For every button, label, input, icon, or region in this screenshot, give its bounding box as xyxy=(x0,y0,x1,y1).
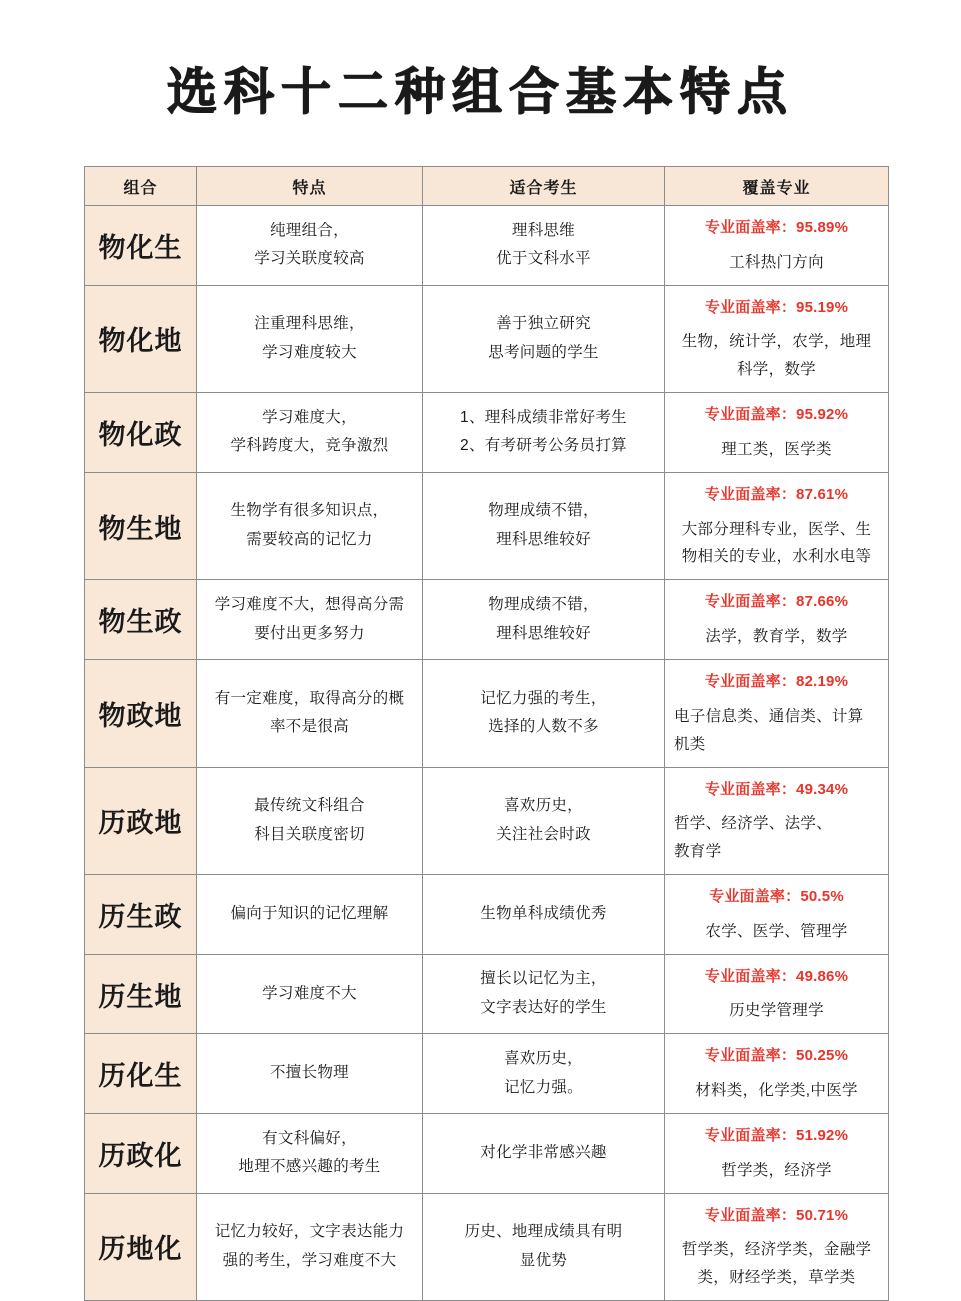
major-list-line: 哲学类，经济学 xyxy=(721,1161,832,1179)
major-coverage-cell xyxy=(665,1193,889,1301)
major-coverage-cell xyxy=(665,954,889,1034)
major-list xyxy=(674,516,879,572)
feature-cell-line: 学习难度较大 xyxy=(262,343,357,361)
major-list-line: 哲学类，经济学类，金融学 xyxy=(681,1241,872,1259)
student-cell-line: 思考问题的学生 xyxy=(488,343,599,361)
major-coverage-cell xyxy=(665,393,889,473)
coverage-rate-label: 专业面盖率：51.92% xyxy=(704,1126,849,1144)
student-cell-line: 2、有考研考公务员打算 xyxy=(460,437,627,455)
student-cell-line: 对化学非常感兴趣 xyxy=(480,1143,607,1161)
feature-cell xyxy=(197,206,423,286)
student-cell-line: 喜欢历史， xyxy=(503,1049,583,1067)
student-cell xyxy=(423,472,665,580)
table-row xyxy=(85,580,889,660)
table-body xyxy=(85,206,889,1301)
major-list-line: 法学，教育学，数学 xyxy=(705,628,848,646)
feature-cell-line: 记忆力较好，文字表达能力 xyxy=(214,1223,405,1241)
student-cell xyxy=(423,1113,665,1193)
combination-name-cell: 物化地 xyxy=(85,285,197,393)
major-coverage-cell xyxy=(665,767,889,875)
coverage-rate-label: 专业面盖率：50.25% xyxy=(704,1047,849,1065)
student-cell-line: 文字表达好的学生 xyxy=(480,999,607,1016)
combination-name-cell: 物生地 xyxy=(85,472,197,580)
student-cell xyxy=(423,206,665,286)
feature-cell xyxy=(197,472,423,580)
page-title: 选科十二种组合基本特点 xyxy=(167,64,794,120)
combination-name-cell: 历化生 xyxy=(85,1034,197,1114)
major-list-line: 类，财经学类，草学类 xyxy=(697,1269,856,1287)
major-list-line: 电子信息类、通信类、计算 xyxy=(674,707,864,725)
student-cell xyxy=(423,767,665,875)
major-list xyxy=(674,328,879,384)
major-list xyxy=(674,623,879,651)
combination-name-cell: 历地化 xyxy=(85,1193,197,1301)
column-header-major: 覆盖专业 xyxy=(665,167,889,206)
feature-cell xyxy=(197,393,423,473)
major-coverage-cell xyxy=(665,875,889,955)
combination-name-cell: 物化政 xyxy=(85,393,197,473)
table-row xyxy=(85,472,889,580)
major-list-line: 工科热门方向 xyxy=(729,253,824,271)
major-list-line: 教育学 xyxy=(674,843,722,861)
major-list-line: 物相关的专业，水利水电等 xyxy=(681,548,872,566)
major-coverage-cell xyxy=(665,1113,889,1193)
student-cell-line: 关注社会时政 xyxy=(496,825,591,843)
table-row xyxy=(85,285,889,393)
major-list xyxy=(674,703,879,759)
feature-cell-line: 最传统文科组合 xyxy=(254,797,365,815)
combination-name-cell: 物化生 xyxy=(85,206,197,286)
coverage-rate-label: 专业面盖率：87.61% xyxy=(704,485,849,503)
major-coverage-cell xyxy=(665,472,889,580)
student-cell xyxy=(423,285,665,393)
table-row xyxy=(85,767,889,875)
feature-cell-line: 学习难度大， xyxy=(262,408,357,426)
student-cell-line: 选择的人数不多 xyxy=(488,718,599,736)
feature-cell-line: 学习难度不大，想得高分需 xyxy=(214,595,405,613)
feature-cell-line: 科目关联度密切 xyxy=(254,825,365,843)
feature-cell xyxy=(197,875,423,955)
major-list-line: 理工类，医学类 xyxy=(721,440,832,458)
combination-name-cell: 历政化 xyxy=(85,1113,197,1193)
feature-cell-line: 学习关联度较高 xyxy=(254,250,365,268)
student-cell xyxy=(423,1034,665,1114)
student-cell xyxy=(423,393,665,473)
feature-cell xyxy=(197,580,423,660)
major-list xyxy=(674,997,879,1025)
major-list xyxy=(674,436,879,464)
student-cell-line: 记忆力强的考生， xyxy=(480,689,607,707)
coverage-rate-label: 专业面盖率：49.34% xyxy=(704,780,849,798)
table-header xyxy=(85,167,889,206)
student-cell-line: 物理成绩不错， xyxy=(488,595,599,613)
coverage-rate-label: 专业面盖率：50.71% xyxy=(704,1206,849,1224)
student-cell-line: 记忆力强。 xyxy=(503,1078,583,1096)
major-list xyxy=(674,918,879,946)
major-list-line: 机类 xyxy=(674,735,706,753)
feature-cell xyxy=(197,1113,423,1193)
table-row xyxy=(85,393,889,473)
coverage-rate-label: 专业面盖率：50.5% xyxy=(709,888,844,906)
coverage-rate-label: 专业面盖率：95.19% xyxy=(704,298,849,316)
table-row xyxy=(85,1193,889,1301)
major-coverage-cell xyxy=(665,659,889,767)
major-list-line: 生物，统计学，农学，地理 xyxy=(681,333,872,351)
coverage-rate-label: 专业面盖率：82.19% xyxy=(704,672,849,690)
major-list-line: 哲学、经济学、法学、 xyxy=(674,815,833,833)
student-cell-line: 理科思维 xyxy=(511,221,576,239)
feature-cell xyxy=(197,767,423,875)
feature-cell-line: 不擅长物理 xyxy=(269,1064,349,1082)
major-list xyxy=(674,1077,879,1105)
feature-cell-line: 有文科偏好， xyxy=(262,1129,357,1147)
table-header-row xyxy=(85,167,889,206)
feature-cell-line: 率不是很高 xyxy=(269,718,349,736)
student-cell xyxy=(423,954,665,1034)
student-cell-line: 物理成绩不错， xyxy=(488,502,599,520)
feature-cell-line: 要付出更多努力 xyxy=(254,624,365,642)
major-list-line: 农学、医学、管理学 xyxy=(705,922,848,940)
student-cell-line: 理科思维较好 xyxy=(496,624,591,642)
feature-cell xyxy=(197,285,423,393)
table-row xyxy=(85,875,889,955)
feature-cell-line: 学习难度不大 xyxy=(262,984,357,1002)
feature-cell xyxy=(197,954,423,1034)
student-cell-line: 喜欢历史， xyxy=(503,797,583,815)
major-coverage-cell xyxy=(665,206,889,286)
table-row xyxy=(85,659,889,767)
table-row xyxy=(85,954,889,1034)
feature-cell xyxy=(197,1034,423,1114)
student-cell-line: 显优势 xyxy=(519,1251,568,1269)
column-header-feature: 特点 xyxy=(197,167,423,206)
student-cell-line: 理科思维较好 xyxy=(496,531,591,549)
table-row xyxy=(85,206,889,286)
major-list xyxy=(674,249,879,277)
feature-cell-line: 强的考生，学习难度不大 xyxy=(222,1251,397,1269)
student-cell-line: 生物单科成绩优秀 xyxy=(480,905,607,923)
major-coverage-cell xyxy=(665,285,889,393)
coverage-rate-label: 专业面盖率：49.86% xyxy=(704,967,849,985)
feature-cell-line: 地理不感兴趣的考生 xyxy=(238,1158,381,1176)
feature-cell xyxy=(197,1193,423,1301)
feature-cell-line: 偏向于知识的记忆理解 xyxy=(230,905,389,923)
coverage-rate-label: 专业面盖率：95.92% xyxy=(704,406,849,424)
combination-name-cell: 物政地 xyxy=(85,659,197,767)
student-cell xyxy=(423,659,665,767)
major-coverage-cell xyxy=(665,580,889,660)
column-header-combo: 组合 xyxy=(85,167,197,206)
student-cell-line: 1、理科成绩非常好考生 xyxy=(460,408,627,426)
feature-cell-line: 学科跨度大，竞争激烈 xyxy=(230,437,389,455)
combination-name-cell: 历政地 xyxy=(85,767,197,875)
feature-cell-line: 注重理科思维， xyxy=(254,315,365,333)
feature-cell xyxy=(197,659,423,767)
combination-name-cell: 物生政 xyxy=(85,580,197,660)
major-list xyxy=(674,1157,879,1185)
combination-name-cell: 历生政 xyxy=(85,875,197,955)
major-list-line: 材料类，化学类,中医学 xyxy=(695,1082,858,1100)
student-cell xyxy=(423,875,665,955)
combination-table xyxy=(84,166,889,1301)
table-row xyxy=(85,1034,889,1114)
student-cell-line: 优于文科水平 xyxy=(496,250,591,268)
feature-cell-line: 纯理组合， xyxy=(269,221,349,239)
major-list-line: 历史学管理学 xyxy=(729,1002,824,1020)
feature-cell-line: 需要较高的记忆力 xyxy=(246,531,373,549)
major-coverage-cell xyxy=(665,1034,889,1114)
student-cell-line: 擅长以记忆为主， xyxy=(480,970,607,988)
combination-table-container xyxy=(84,166,888,1301)
table-row xyxy=(85,1113,889,1193)
column-header-student: 适合考生 xyxy=(423,167,665,206)
major-list-line: 大部分理科专业，医学、生 xyxy=(681,520,872,538)
coverage-rate-label: 专业面盖率：87.66% xyxy=(704,593,849,611)
student-cell-line: 善于独立研究 xyxy=(496,315,591,333)
major-list xyxy=(674,810,879,866)
feature-cell-line: 有一定难度，取得高分的概 xyxy=(214,689,405,707)
student-cell xyxy=(423,1193,665,1301)
major-list-line: 科学，数学 xyxy=(736,361,816,379)
combination-name-cell: 历生地 xyxy=(85,954,197,1034)
student-cell-line: 历史、地理成绩具有明 xyxy=(464,1223,623,1241)
major-list xyxy=(674,1236,879,1292)
coverage-rate-label: 专业面盖率：95.89% xyxy=(704,219,849,236)
feature-cell-line: 生物学有很多知识点， xyxy=(230,502,389,520)
student-cell xyxy=(423,580,665,660)
